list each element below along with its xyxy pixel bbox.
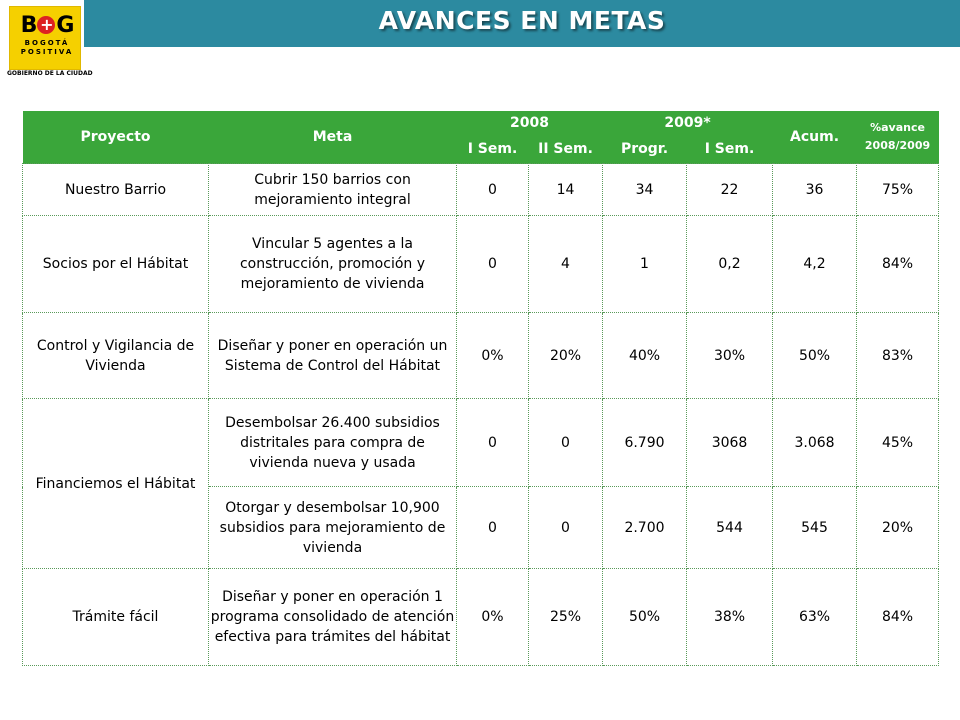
cell-sem1: 0	[457, 216, 529, 313]
cell-sem2: 0	[529, 399, 603, 487]
cell-proyecto: Trámite fácil	[23, 569, 209, 666]
cell-meta: Diseñar y poner en operación un Sistema de Control del Hábitat	[209, 313, 457, 399]
cell-avance: 83%	[857, 313, 939, 399]
cell-avance: 84%	[857, 216, 939, 313]
cell-avance: 84%	[857, 569, 939, 666]
logo-brand: B + G	[20, 13, 74, 38]
cell-proyecto: Control y Vigilancia de Vivienda	[23, 313, 209, 399]
cell-meta: Vincular 5 agentes a la construcción, promoción y mejoramiento de vivienda	[209, 216, 457, 313]
cell-sem2: 0	[529, 487, 603, 569]
header-row-top	[23, 111, 939, 135]
cell-progr: 50%	[603, 569, 687, 666]
table-row	[23, 216, 939, 313]
cell-acum: 50%	[773, 313, 857, 399]
cell-meta: Desembolsar 26.400 subsidios distritales para compra de vivienda nueva y usada	[209, 399, 457, 487]
cell-progr: 1	[603, 216, 687, 313]
logo-plus-icon: +	[37, 16, 55, 34]
cell-progr: 6.790	[603, 399, 687, 487]
header-sem1-2008: I Sem.	[457, 135, 529, 164]
cell-sem1b: 22	[687, 164, 773, 216]
cell-sem1: 0	[457, 164, 529, 216]
logo-box	[9, 6, 81, 70]
page-title: AVANCES EN METAS	[378, 6, 666, 35]
cell-avance: 75%	[857, 164, 939, 216]
cell-sem1b: 30%	[687, 313, 773, 399]
cell-proyecto: Socios por el Hábitat	[23, 216, 209, 313]
cell-sem1b: 3068	[687, 399, 773, 487]
cell-sem1b: 38%	[687, 569, 773, 666]
header-2009: 2009*	[603, 111, 773, 135]
cell-sem1: 0%	[457, 313, 529, 399]
table-row	[23, 569, 939, 666]
cell-sem2: 4	[529, 216, 603, 313]
cell-progr: 2.700	[603, 487, 687, 569]
cell-meta: Cubrir 150 barrios con mejoramiento integral	[209, 164, 457, 216]
header-progr-2009: Progr.	[603, 135, 687, 164]
header-meta: Meta	[209, 111, 457, 164]
cell-meta: Otorgar y desembolsar 10,900 subsidios para mejoramiento de vivienda	[209, 487, 457, 569]
cell-sem1: 0%	[457, 569, 529, 666]
cell-meta: Diseñar y poner en operación 1 programa consolidado de atención efectiva para trámites del hábitat	[209, 569, 457, 666]
cell-sem2: 20%	[529, 313, 603, 399]
table-row	[23, 399, 939, 487]
header-avance: %avance 2008/2009	[857, 111, 939, 164]
logo-tagline: BOGOTÁ POSITIVA	[20, 39, 74, 56]
cell-acum: 545	[773, 487, 857, 569]
cell-proyecto: Financiemos el Hábitat	[23, 399, 209, 569]
cell-avance: 20%	[857, 487, 939, 569]
cell-acum: 63%	[773, 569, 857, 666]
table-row	[23, 313, 939, 399]
cell-sem1: 0	[457, 487, 529, 569]
cell-avance: 45%	[857, 399, 939, 487]
cell-sem1: 0	[457, 399, 529, 487]
cell-sem2: 25%	[529, 569, 603, 666]
cell-acum: 36	[773, 164, 857, 216]
cell-progr: 40%	[603, 313, 687, 399]
header-2008: 2008	[457, 111, 603, 135]
cell-sem2: 14	[529, 164, 603, 216]
cell-sem1b: 0,2	[687, 216, 773, 313]
header-sem1-2009: I Sem.	[687, 135, 773, 164]
cell-proyecto: Nuestro Barrio	[23, 164, 209, 216]
title-banner	[84, 0, 960, 47]
header-acum: Acum.	[773, 111, 857, 164]
logo-government: GOBIERNO DE LA CIUDAD	[7, 70, 93, 77]
goals-table	[22, 111, 939, 666]
cell-progr: 34	[603, 164, 687, 216]
table-row	[23, 164, 939, 216]
cell-sem1b: 544	[687, 487, 773, 569]
cell-acum: 3.068	[773, 399, 857, 487]
header-sem2-2008: II Sem.	[529, 135, 603, 164]
bogota-positiva-logo	[7, 6, 93, 77]
cell-acum: 4,2	[773, 216, 857, 313]
header-proyecto: Proyecto	[23, 111, 209, 164]
